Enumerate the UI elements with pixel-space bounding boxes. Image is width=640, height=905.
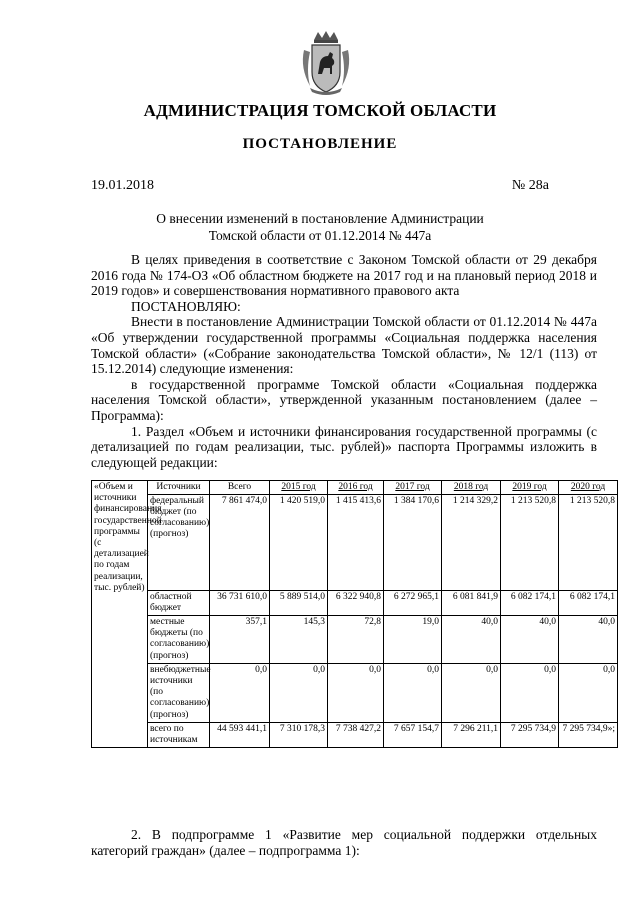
cell-2015: 0,0	[270, 663, 328, 722]
cell-total: 7 861 474,0	[210, 494, 270, 590]
cell-2016: 7 738 427,2	[328, 722, 384, 747]
cell-2017: 0,0	[384, 663, 442, 722]
cell-2019: 1 213 520,8	[501, 494, 559, 590]
cell-2018: 6 081 841,9	[442, 590, 501, 615]
paragraph-preamble: В целях приведения в соответствие с Законом Томской области от 29 декабря 2016 года № 174-ОЗ «Об областном бюджете на 2017 год и на плановый период 2018 и 2019 годов» и совершенствования нормативного правового акта	[91, 252, 597, 299]
coat-of-arms-icon	[300, 30, 352, 96]
header-2016: 2016 год	[328, 481, 384, 495]
organization-title: АДМИНИСТРАЦИЯ ТОМСКОЙ ОБЛАСТИ	[143, 101, 497, 120]
cell-2016: 0,0	[328, 663, 384, 722]
cell-2016: 1 415 413,6	[328, 494, 384, 590]
cell-source: внебюджетные источники (по согласованию) (прогноз)	[148, 663, 210, 722]
document-body	[91, 252, 597, 470]
cell-2018: 0,0	[442, 663, 501, 722]
cell-2019: 7 295 734,9	[501, 722, 559, 747]
cell-2017: 7 657 154,7	[384, 722, 442, 747]
paragraph-item-1: 1. Раздел «Объем и источники финансирования государственной программы (с детализацией по годам реализации, тыс. рублей)» паспорта Программы изложить в следующей редакции:	[91, 423, 597, 470]
header-source: Источники	[148, 481, 210, 495]
cell-2020: 6 082 174,1	[559, 590, 618, 615]
table-row-label: «Объем и источники финансирования государственной программы (с детализацией по годам реализации, тыс. рублей)	[92, 481, 148, 748]
cell-2015: 5 889 514,0	[270, 590, 328, 615]
cell-source: всего по источникам	[148, 722, 210, 747]
cell-2015: 1 420 519,0	[270, 494, 328, 590]
table-row	[92, 590, 618, 615]
paragraph-program: в государственной программе Томской области «Социальная поддержка населения Томской области», утвержденной указанным постановлением (далее – Программа):	[91, 376, 597, 423]
cell-2019: 6 082 174,1	[501, 590, 559, 615]
cell-2020: 40,0	[559, 615, 618, 663]
table-row	[92, 722, 618, 747]
cell-source: федеральный бюджет (по согласованию) (прогноз)	[148, 494, 210, 590]
document-number: № 28а	[511, 178, 549, 193]
document-continuation	[91, 827, 597, 858]
cell-source: областной бюджет	[148, 590, 210, 615]
paragraph-item-2: 2. В подпрограмме 1 «Развитие мер социальной поддержки отдельных категорий граждан» (далее – подпрограмма 1):	[91, 827, 597, 858]
subject-line-1: О внесении изменений в постановление Администрации	[156, 211, 484, 226]
cell-2019: 0,0	[501, 663, 559, 722]
document-subject	[100, 210, 540, 244]
header-2015: 2015 год	[270, 481, 328, 495]
cell-2017: 6 272 965,1	[384, 590, 442, 615]
financing-table	[91, 480, 618, 748]
cell-2018: 7 296 211,1	[442, 722, 501, 747]
cell-total: 44 593 441,1	[210, 722, 270, 747]
paragraph-decree: ПОСТАНОВЛЯЮ:	[131, 298, 241, 314]
cell-2018: 40,0	[442, 615, 501, 663]
cell-total: 357,1	[210, 615, 270, 663]
header-2018: 2018 год	[442, 481, 501, 495]
paragraph-amendment: Внести в постановление Администрации Томской области от 01.12.2014 № 447а «Об утверждении государственной программы «Социальная поддержка населения Томской области» («Собрание законодательства Томской области», № 12/1 (113) от 15.12.2014) следующие изменения:	[91, 314, 597, 377]
table-row	[92, 494, 618, 590]
table-row	[92, 663, 618, 722]
cell-source: местные бюджеты (по согласованию) (прогноз)	[148, 615, 210, 663]
header-2017: 2017 год	[384, 481, 442, 495]
table-header-row	[92, 481, 618, 495]
cell-2020: 1 213 520,8	[559, 494, 618, 590]
cell-2020: 7 295 734,9»;	[559, 722, 618, 747]
cell-2019: 40,0	[501, 615, 559, 663]
cell-total: 36 731 610,0	[210, 590, 270, 615]
cell-2017: 1 384 170,6	[384, 494, 442, 590]
cell-2018: 1 214 329,2	[442, 494, 501, 590]
cell-2015: 145,3	[270, 615, 328, 663]
table-row	[92, 615, 618, 663]
header-2020: 2020 год	[559, 481, 618, 495]
cell-total: 0,0	[210, 663, 270, 722]
subject-line-2: Томской области от 01.12.2014 № 447а	[208, 228, 432, 243]
cell-2015: 7 310 178,3	[270, 722, 328, 747]
document-date: 19.01.2018	[91, 178, 154, 193]
header-total: Всего	[210, 481, 270, 495]
document-type: ПОСТАНОВЛЕНИЕ	[242, 136, 398, 152]
cell-2016: 72,8	[328, 615, 384, 663]
cell-2017: 19,0	[384, 615, 442, 663]
cell-2016: 6 322 940,8	[328, 590, 384, 615]
header-2019: 2019 год	[501, 481, 559, 495]
cell-2020: 0,0	[559, 663, 618, 722]
